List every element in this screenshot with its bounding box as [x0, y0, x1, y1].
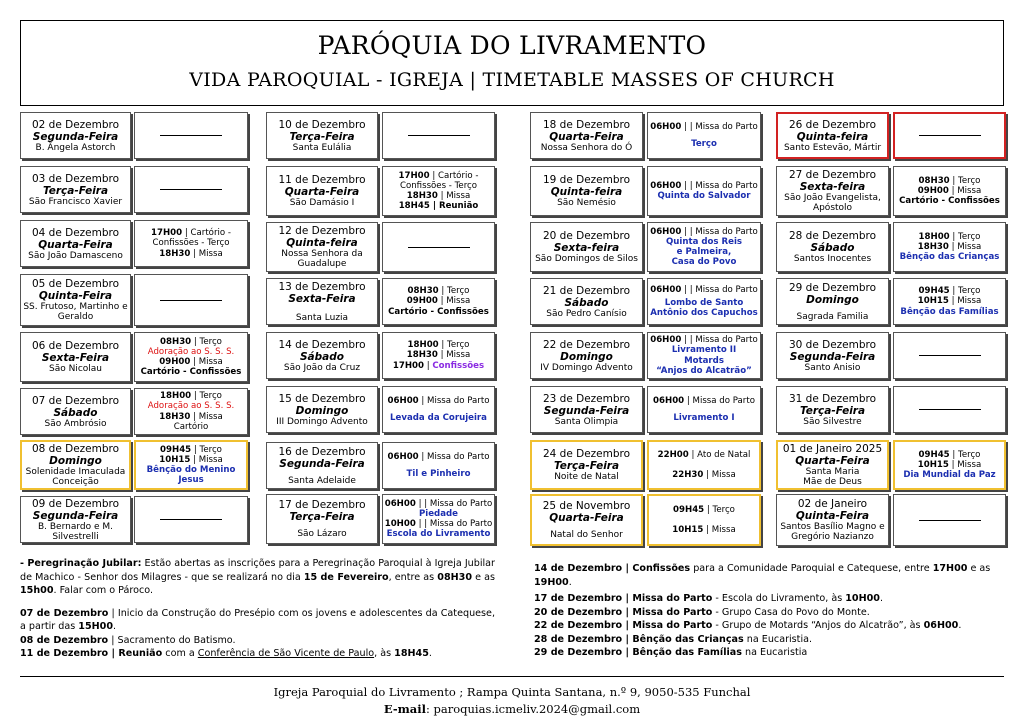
- day-cell: 04 de Dezembro Quarta-Feira São João Damasceno: [20, 220, 131, 267]
- footer-address: Igreja Paroquial do Livramento ; Rampa Quinta Santana, n.º 9, 9050-535 Funchal: [273, 685, 751, 699]
- events-cell: [382, 222, 495, 272]
- empty-dash: [408, 247, 470, 248]
- events-cell: 08H30 | Terço 09H00 | Missa Cartório - Confissões: [382, 278, 495, 325]
- day-cell: 20 de Dezembro Sexta-feira São Domingos de Silos: [530, 222, 643, 272]
- day-cell: 21 de Dezembro Sábado São Pedro Canísio: [530, 278, 643, 325]
- events-cell: 06H00 | Missa do Parto Til e Pinheiro: [382, 442, 495, 489]
- day-cell: 14 de Dezembro Sábado São João da Cruz: [266, 332, 378, 379]
- note-r1: 14 de Dezembro | Confissões para a Comunidade Paroquial e Catequese, entre 17H00 e as 19H00.: [534, 563, 991, 588]
- day-cell: 18 de Dezembro Quarta-Feira Nossa Senhora do Ó: [530, 112, 643, 159]
- notes-left: [20, 557, 495, 661]
- events-cell: 06H00 | Missa do Parto Levada da Corujeira: [382, 386, 495, 433]
- day-cell: 10 de Dezembro Terça-Feira Santa Eulália: [266, 112, 378, 159]
- events-cell: 18H00 | Terço Adoração ao S. S. S. 18H30 | Missa Cartório: [134, 388, 248, 435]
- day-cell: 02 de Janeiro Quinta-Feira Santos Basílio Magno e Gregório Nazianzo: [776, 494, 889, 546]
- day-cell: 03 de Dezembro Terça-Feira São Francisco Xavier: [20, 166, 131, 213]
- day-cell: 26 de Dezembro Quinta-feira Santo Estevão, Mártir: [776, 112, 889, 159]
- note-11: 11 de Dezembro | Reunião com a Conferência de São Vicente de Paulo, às 18H45.: [20, 648, 432, 659]
- events-cell: 17H00 | Cartório - Confissões - Terço 18H30 | Missa 18H45 | Reunião: [382, 166, 495, 216]
- day-cell: 13 de Dezembro Sexta-Feira Santa Luzia: [266, 278, 378, 325]
- events-cell: 18H00 | Terço 18H30 | Missa 17H00 | Confissões: [382, 332, 495, 379]
- day-cell: 27 de Dezembro Sexta-feira São João Evangelista, Apóstolo: [776, 166, 889, 216]
- day-cell: 15 de Dezembro Domingo III Domingo Advento: [266, 386, 378, 433]
- day-cell: 28 de Dezembro Sábado Santos Inocentes: [776, 222, 889, 272]
- events-cell: 08H30 | Terço 09H00 | Missa Cartório - Confissões: [893, 166, 1006, 216]
- empty-dash: [160, 300, 222, 301]
- day-cell: 30 de Dezembro Segunda-Feira Santo Anisio: [776, 332, 889, 379]
- events-cell: [382, 112, 495, 159]
- note-08: 08 de Dezembro | Sacramento do Batismo.: [20, 634, 236, 646]
- day-cell: 05 de Dezembro Quinta-Feira SS. Frutoso, Martinho e Geraldo: [20, 274, 131, 326]
- events-cell: 18H00 | Terço 18H30 | Missa Bênção das Crianças: [893, 222, 1006, 272]
- events-cell: 09H45 | Terço 10H15 | Missa Dia Mundial da Paz: [893, 440, 1006, 490]
- events-cell: 06H00 | Missa do Parto Livramento I: [647, 386, 761, 433]
- events-cell: 09H45 | Terço 10H15 | Missa Bênção das Famílias: [893, 278, 1006, 325]
- events-cell: [134, 274, 248, 326]
- header: [20, 20, 1004, 106]
- events-cell: [893, 494, 1006, 546]
- empty-dash: [919, 135, 981, 136]
- events-cell: 06H00 | | Missa do Parto Quinta dos Reis e Palmeira, Casa do Povo: [647, 222, 761, 272]
- events-cell: [893, 332, 1006, 379]
- events-cell: 17H00 | Cartório - Confissões - Terço 18H30 | Missa: [134, 220, 248, 267]
- note-r4: 22 de Dezembro | Missa do Parto - Grupo de Motards “Anjos do Alcatrão”, às 06H00.: [534, 620, 962, 631]
- events-cell: 09H45 | Terço 10H15 | Missa: [647, 494, 761, 546]
- day-cell: 16 de Dezembro Segunda-Feira Santa Adelaide: [266, 442, 378, 489]
- notes-right: [534, 562, 1004, 660]
- events-cell: 06H00 | | Missa do Parto Livramento II Motards “Anjos do Alcatrão”: [647, 332, 761, 379]
- day-cell: 23 de Dezembro Segunda-Feira Santa Olimpia: [530, 386, 643, 433]
- day-cell: 11 de Dezembro Quarta-Feira São Damásio I: [266, 166, 378, 216]
- events-cell: [134, 496, 248, 543]
- empty-dash: [408, 135, 470, 136]
- empty-dash: [160, 519, 222, 520]
- events-cell: [893, 386, 1006, 433]
- day-cell: 06 de Dezembro Sexta-Feira São Nicolau: [20, 332, 131, 382]
- note-07: 07 de Dezembro | Inicio da Construção do Presépio com os jovens e adolescentes da Catequese, a partir das 15H00.: [20, 607, 495, 632]
- note-r6: 29 de Dezembro | Bênção das Famílias na Eucaristia: [534, 647, 808, 658]
- empty-dash: [160, 135, 222, 136]
- day-cell: 29 de Dezembro Domingo Sagrada Familia: [776, 278, 889, 325]
- day-cell: 12 de Dezembro Quinta-feira Nossa Senhora da Guadalupe: [266, 222, 378, 272]
- note-r3: 20 de Dezembro | Missa do Parto - Grupo Casa do Povo do Monte.: [534, 606, 870, 618]
- footer-email: E-mail: paroquias.icmeliv.2024@gmail.com: [383, 702, 641, 716]
- empty-dash: [919, 409, 981, 410]
- day-cell: 09 de Dezembro Segunda-Feira B. Bernardo e M. Silvestrelli: [20, 496, 131, 543]
- events-cell: [134, 166, 248, 213]
- day-cell: 02 de Dezembro Segunda-Feira B. Ângela Astorch: [20, 112, 131, 159]
- events-cell: 06H00 | | Missa do Parto Quinta do Salvador: [647, 166, 761, 216]
- conference-link: Conferência de São Vicente de Paulo: [197, 648, 375, 659]
- events-cell: [893, 112, 1006, 159]
- day-cell: 31 de Dezembro Terça-Feira São Silvestre: [776, 386, 889, 433]
- empty-dash: [919, 520, 981, 521]
- empty-dash: [160, 189, 222, 190]
- footer-divider: [20, 676, 1004, 677]
- note-r5: 28 de Dezembro | Bênção das Crianças na Eucaristia.: [534, 633, 813, 645]
- page-subtitle: VIDA PAROQUIAL - IGREJA | TIMETABLE MASSES OF CHURCH: [189, 69, 835, 91]
- events-cell: 06H00 | | Missa do Parto Lombo de Santo Antônio dos Capuchos: [647, 278, 761, 325]
- events-cell: 06H00 | | Missa do Parto Piedade 10H00 | | Missa do Parto Escola do Livramento: [382, 494, 495, 544]
- note-r2: 17 de Dezembro | Missa do Parto - Escola do Livramento, às 10H00.: [534, 593, 884, 604]
- email-link[interactable]: : paroquias.icmeliv.2024@gmail.com: [425, 702, 641, 716]
- day-cell: 01 de Janeiro 2025 Quarta-Feira Santa Maria Mãe de Deus: [776, 440, 889, 490]
- page-title: PARÓQUIA DO LIVRAMENTO: [317, 31, 707, 60]
- events-cell: 09H45 | Terço 10H15 | Missa Bênção do Menino Jesus: [134, 440, 248, 490]
- day-cell: 07 de Dezembro Sábado São Ambrósio: [20, 388, 131, 435]
- note-pilgrimage: - Peregrinação Jubilar: Estão abertas as inscrições para a Peregrinação Paroquial à Igreja Jubilar de Machico - Senhor dos Milagres - que se realizará no dia 15 de Fevereiro, entre as 08H30 e as 15h00. Falar com o Pároco.: [20, 558, 495, 596]
- events-cell: 08H30 | Terço Adoração ao S. S. S. 09H00 | Missa Cartório - Confissões: [134, 332, 248, 382]
- day-cell: 08 de Dezembro Domingo Solenidade Imaculada Conceição: [20, 440, 131, 490]
- day-cell: 19 de Dezembro Quinta-feira São Nemésio: [530, 166, 643, 216]
- empty-dash: [919, 355, 981, 356]
- day-cell: 24 de Dezembro Terça-Feira Noite de Natal: [530, 440, 643, 490]
- day-cell: 25 de Novembro Quarta-Feira Natal do Senhor: [530, 494, 643, 546]
- events-cell: 22H00 | Ato de Natal 22H30 | Missa: [647, 440, 761, 490]
- events-cell: 06H00 | | Missa do Parto Terço: [647, 112, 761, 159]
- day-cell: 17 de Dezembro Terça-Feira São Lázaro: [266, 494, 378, 544]
- events-cell: [134, 112, 248, 159]
- day-cell: 22 de Dezembro Domingo IV Domingo Advento: [530, 332, 643, 379]
